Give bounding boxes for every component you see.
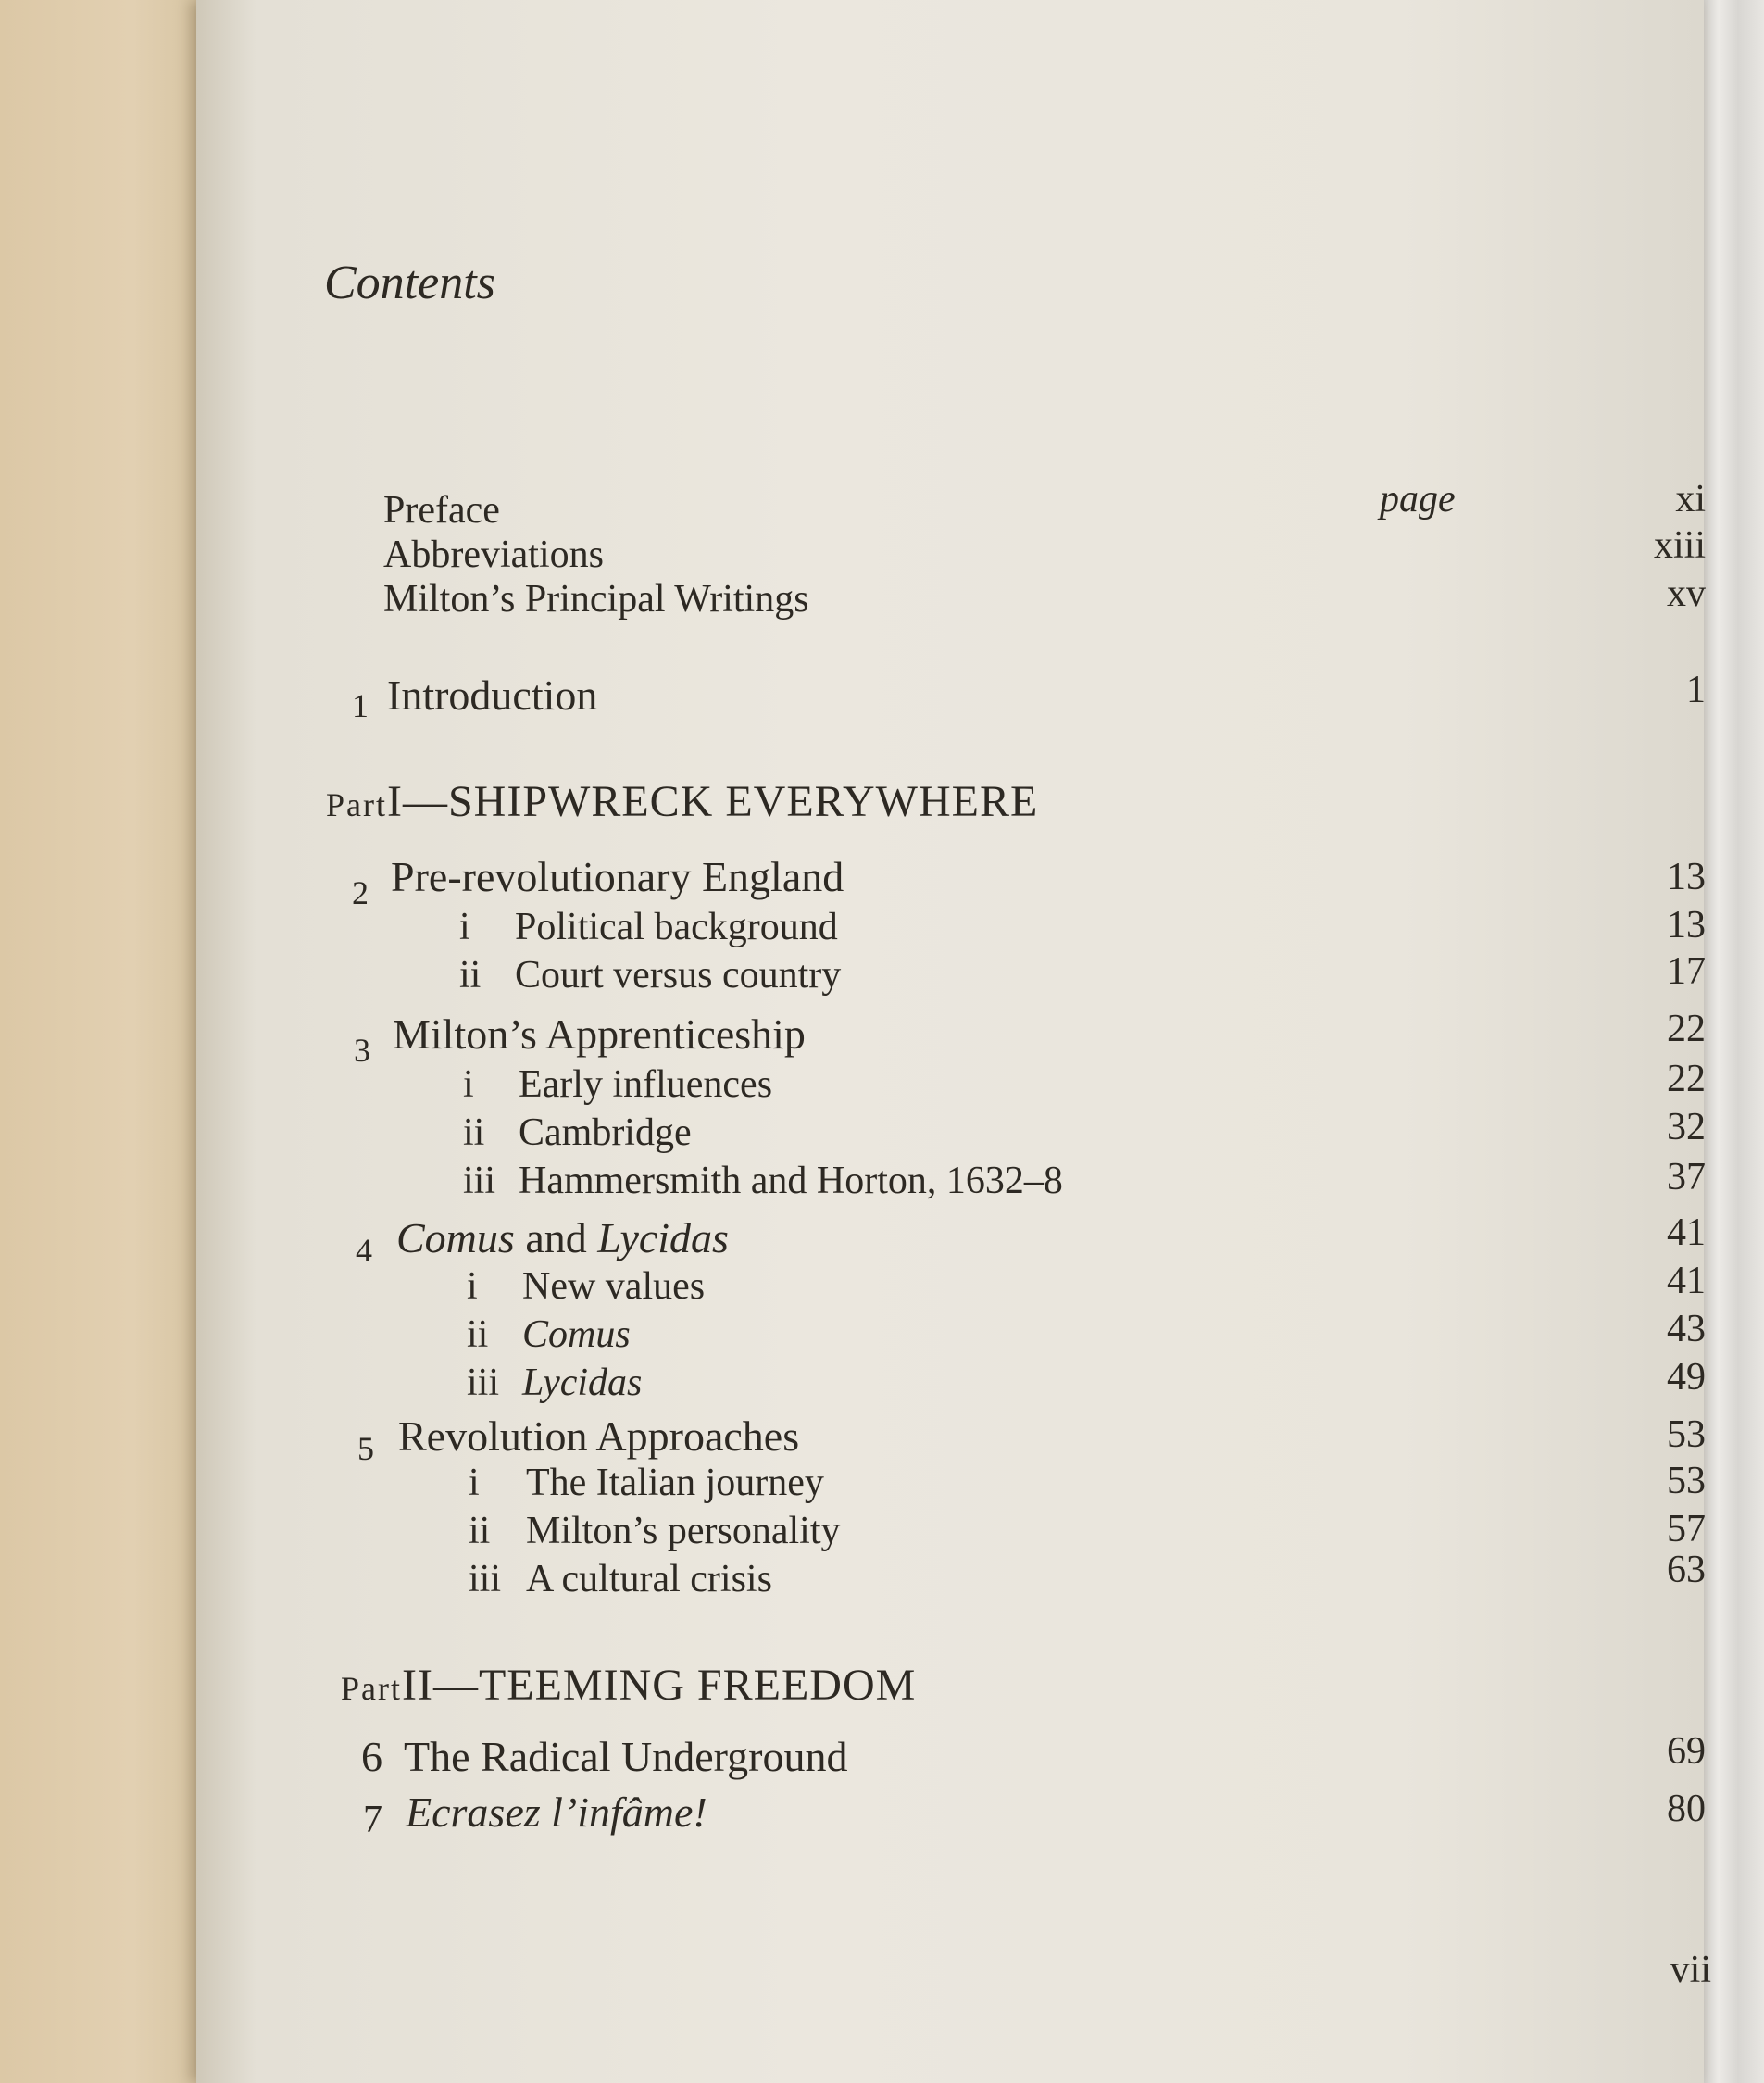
chapter-number: 2 <box>352 874 369 911</box>
chapter-title: The Radical Underground <box>404 1733 848 1780</box>
section-number: iii <box>463 1160 496 1202</box>
section-page: 17 <box>1667 950 1706 993</box>
toc-entry-preface: Preface <box>383 489 500 532</box>
chapter-title: Ecrasez l’infâme! <box>406 1788 707 1836</box>
page-folio: vii <box>1670 1949 1711 1991</box>
chapter-page: 22 <box>1667 1008 1706 1050</box>
section-page: 49 <box>1667 1356 1706 1399</box>
section-title: Early influences <box>519 1063 773 1106</box>
section-title: New values <box>522 1265 706 1308</box>
chapter-page: 13 <box>1667 856 1706 898</box>
section-page: 37 <box>1667 1156 1706 1198</box>
toc-entry-abbreviations: Abbreviations <box>383 533 604 576</box>
chapter-title <box>396 1214 729 1261</box>
chapter-page: 53 <box>1667 1413 1706 1456</box>
section-title: Cambridge <box>519 1111 692 1154</box>
chapter-number: 4 <box>356 1232 372 1269</box>
toc-entry-principal-writings: Milton’s Principal Writings <box>383 578 809 621</box>
section-number: ii <box>469 1510 491 1552</box>
part-title: II—TEEMING FREEDOM <box>402 1661 917 1710</box>
section-page: 22 <box>1667 1058 1706 1100</box>
chapter-page: 69 <box>1667 1730 1706 1773</box>
section-title: Court versus country <box>515 954 842 997</box>
section-page: 53 <box>1667 1460 1706 1502</box>
section-number: i <box>467 1265 478 1308</box>
toc-page-abbreviations: xiii <box>1653 524 1706 567</box>
chapter-page: 80 <box>1667 1788 1706 1830</box>
section-page: 63 <box>1667 1549 1706 1591</box>
section-number: ii <box>459 954 482 997</box>
book-page <box>196 0 1711 2083</box>
chapter-number: 3 <box>354 1032 370 1069</box>
chapter-title: Revolution Approaches <box>398 1412 800 1460</box>
section-title: Lycidas <box>522 1361 643 1404</box>
section-page: 32 <box>1667 1106 1706 1148</box>
part-label: Part <box>326 786 387 823</box>
section-number: i <box>459 906 470 948</box>
section-title: A cultural crisis <box>526 1558 772 1600</box>
background-surface <box>1699 0 1764 2083</box>
section-number: i <box>469 1462 480 1504</box>
section-title: Milton’s personality <box>526 1510 841 1552</box>
section-page: 57 <box>1667 1508 1706 1550</box>
chapter-title: Milton’s Apprenticeship <box>393 1010 806 1058</box>
section-page: 43 <box>1667 1308 1706 1350</box>
section-number: ii <box>467 1313 489 1356</box>
section-number: ii <box>463 1111 485 1154</box>
chapter-title-part-c: Lycidas <box>597 1214 729 1261</box>
chapter-number: 6 <box>361 1733 382 1780</box>
part-label: Part <box>341 1670 402 1707</box>
section-title: Political background <box>515 906 838 948</box>
section-title: Hammersmith and Horton, 1632–8 <box>519 1160 1063 1202</box>
section-page: 41 <box>1667 1260 1706 1302</box>
chapter-page: 1 <box>1686 669 1706 711</box>
part-heading <box>341 1663 916 1708</box>
chapter-title-part-a: Comus <box>396 1214 515 1261</box>
section-title: The Italian journey <box>526 1462 824 1504</box>
part-title: I—SHIPWRECK EVERYWHERE <box>387 777 1039 826</box>
chapter-title: Introduction <box>387 671 598 719</box>
section-number: iii <box>467 1361 500 1404</box>
page-label: page <box>1380 478 1456 521</box>
part-heading <box>326 777 1039 826</box>
section-title: Comus <box>522 1313 631 1356</box>
section-number: i <box>463 1063 474 1106</box>
section-number: iii <box>469 1558 502 1600</box>
section-page: 13 <box>1667 904 1706 947</box>
chapter-page: 41 <box>1667 1211 1706 1254</box>
toc-page-principal-writings: xv <box>1667 572 1706 615</box>
chapter-number: 1 <box>352 687 369 724</box>
chapter-title: Pre-revolutionary England <box>391 853 844 900</box>
chapter-number: 7 <box>363 1799 382 1841</box>
contents-heading: Contents <box>324 257 495 309</box>
chapter-number: 5 <box>357 1430 374 1467</box>
toc-page-preface: xi <box>1675 478 1706 521</box>
chapter-title-part-b: and <box>514 1214 598 1261</box>
